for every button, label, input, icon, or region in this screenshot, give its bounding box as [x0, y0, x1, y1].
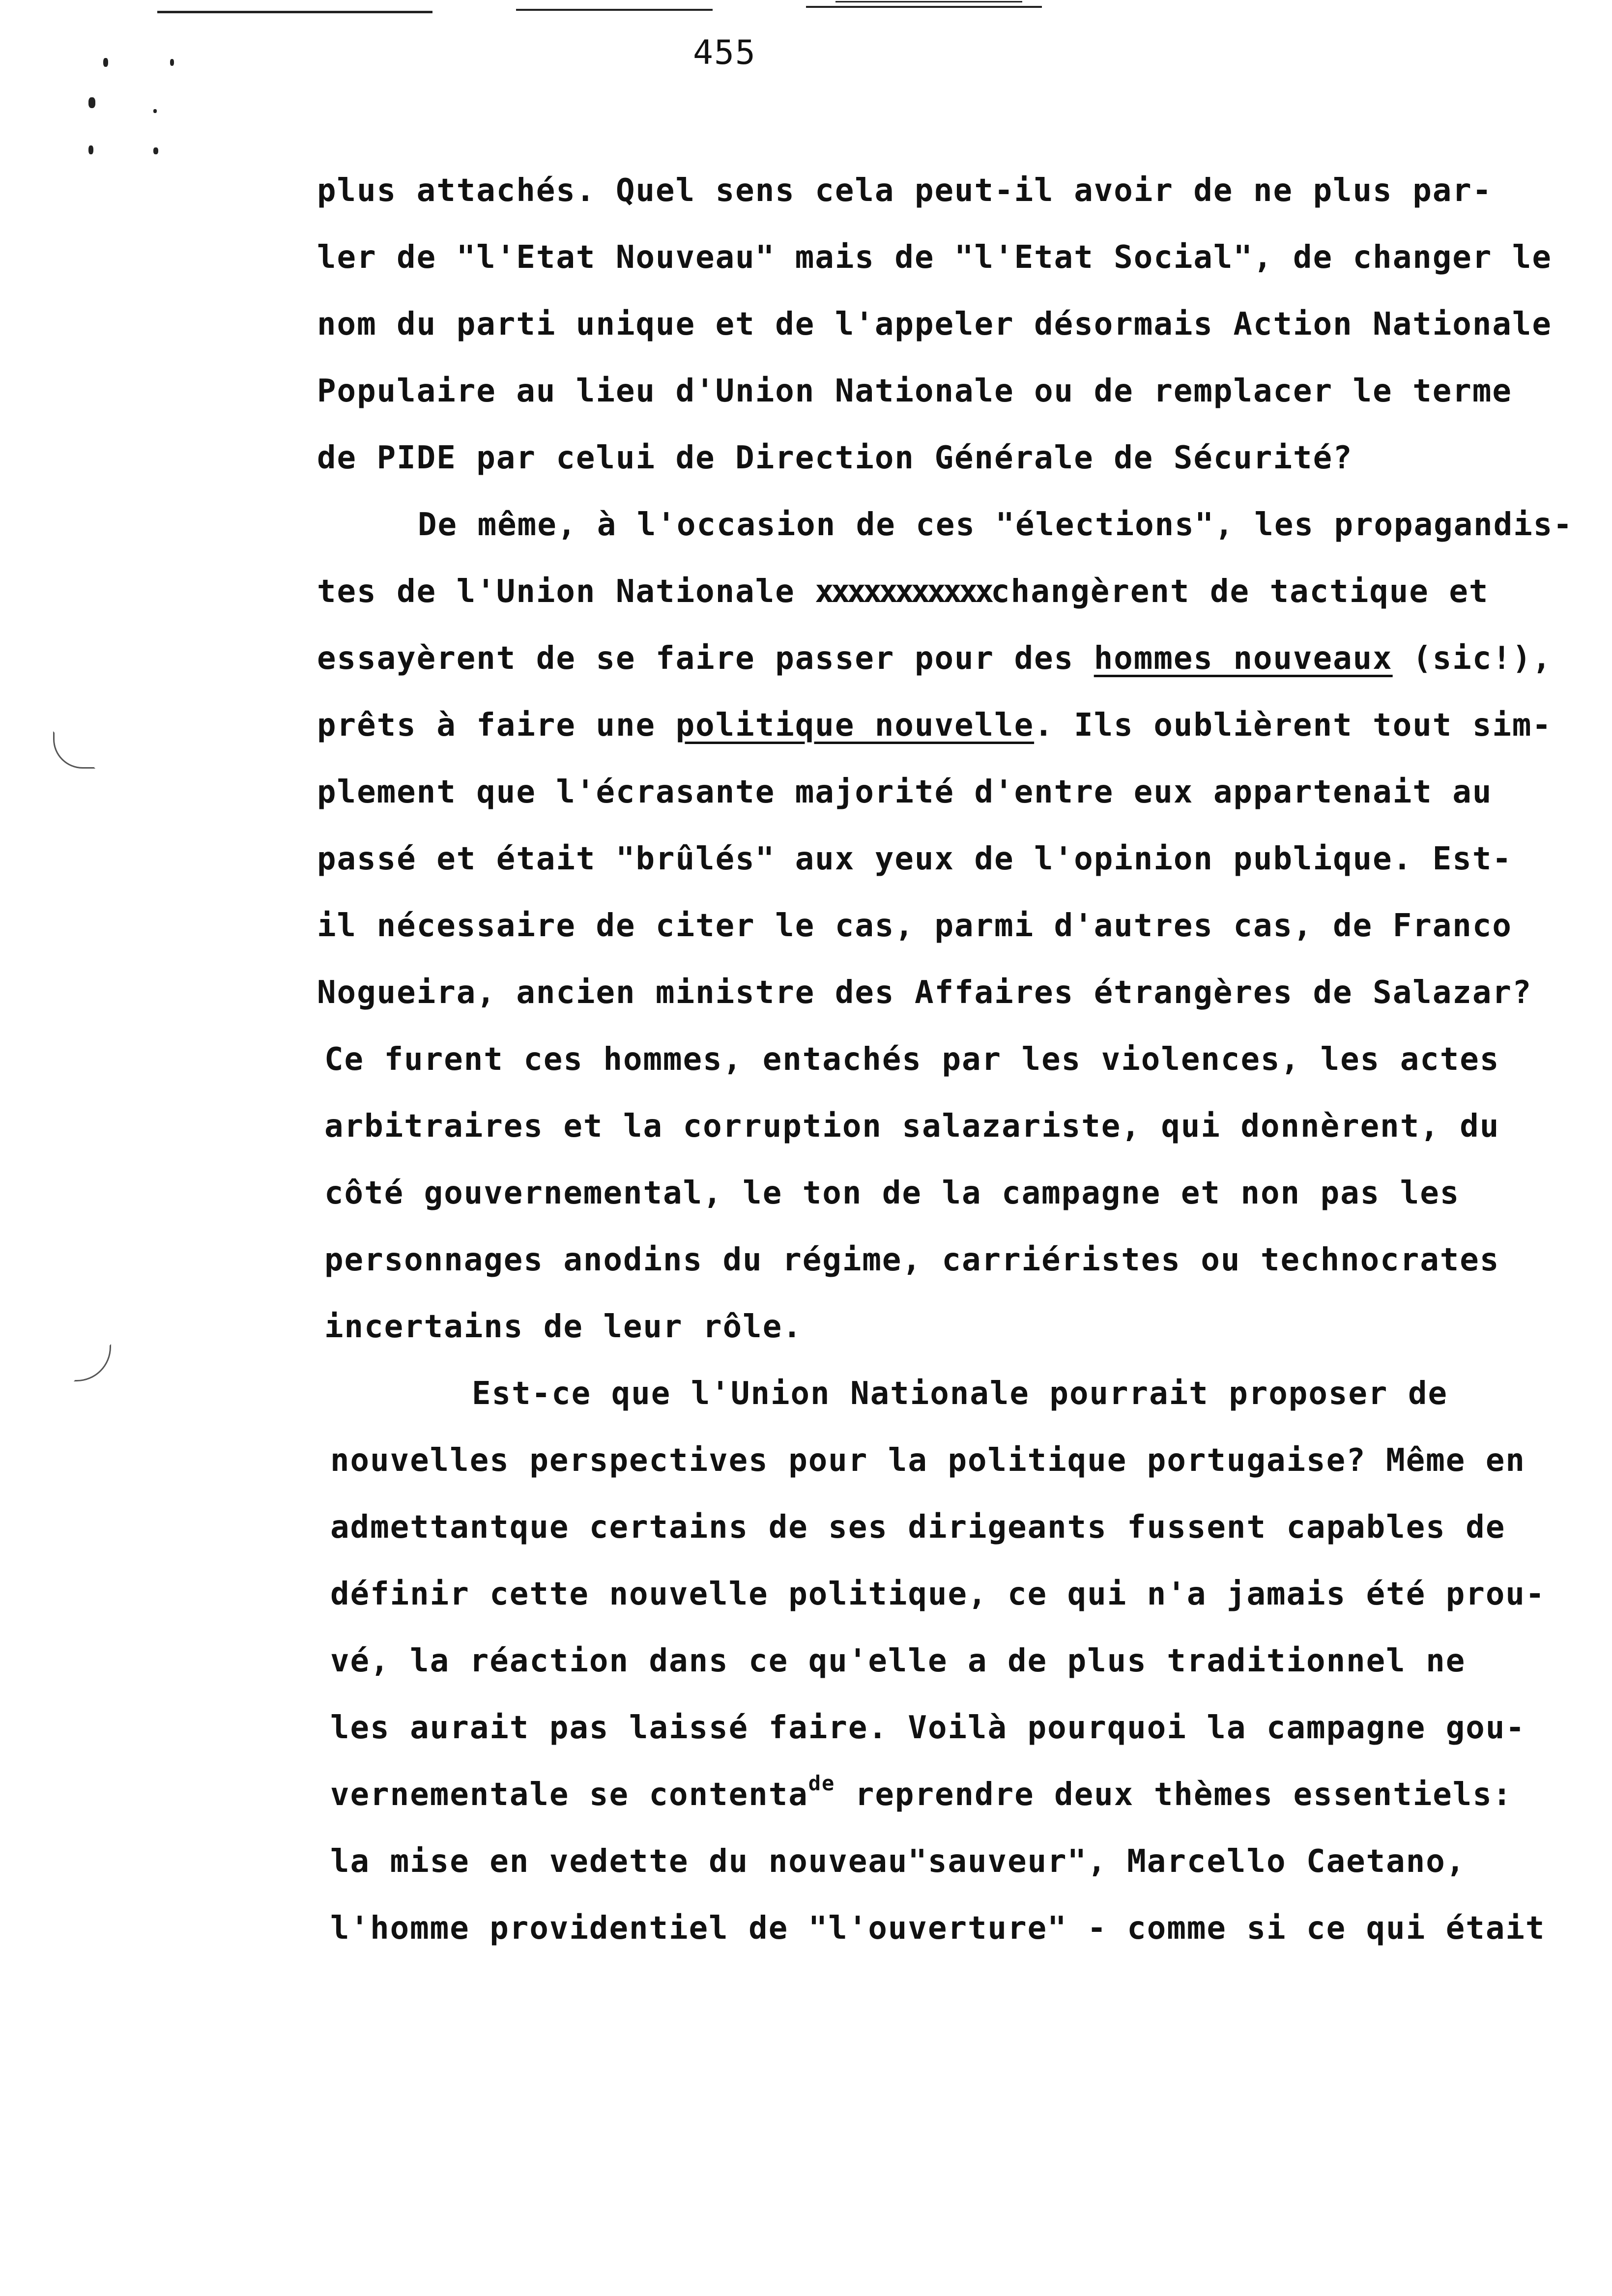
text-line: Ce furent ces hommes, entachés par les violences, les actes: [324, 1041, 1500, 1078]
text-line: De même, à l'occasion de ces "élections", les propagandis-: [418, 507, 1573, 543]
margin-pencil-mark: [74, 1344, 111, 1381]
underlined-text: politique nouvelle: [675, 707, 1035, 744]
text-segment: tes de l'Union Nationale: [317, 574, 815, 610]
text-segment: prêts à faire une: [317, 707, 676, 744]
text-line-with-strikeout: [317, 574, 1489, 610]
text-segment: . Ils oublièrent tout sim-: [1034, 707, 1552, 744]
scan-edge-line: [835, 1, 1022, 2]
scan-speck: [88, 97, 95, 108]
text-line: ler de "l'Etat Nouveau" mais de "l'Etat Social", de changer le: [317, 239, 1552, 276]
text-segment: changèrent de tactique et: [991, 574, 1489, 610]
scan-speck: [170, 59, 174, 66]
text-segment: essayèrent de se faire passer pour des: [317, 640, 1094, 677]
scan-speck: [103, 58, 108, 67]
text-segment: vernementale se contenta: [330, 1777, 808, 1813]
text-line: définir cette nouvelle politique, ce qui n'a jamais été prou-: [330, 1576, 1546, 1612]
scan-edge-line: [806, 6, 1042, 8]
struck-out-text: xxxxxxxxxxx: [815, 574, 991, 610]
underlined-text: hommes nouveaux: [1094, 640, 1393, 677]
text-line: Nogueira, ancien ministre des Affaires étrangères de Salazar?: [317, 975, 1532, 1011]
text-line: admettantque certains de ses dirigeants fussent capables de: [330, 1509, 1506, 1546]
margin-pencil-mark: [53, 731, 95, 769]
text-line: il nécessaire de citer le cas, parmi d'autres cas, de Franco: [317, 908, 1512, 944]
text-line: incertains de leur rôle.: [324, 1309, 803, 1345]
text-line: plus attachés. Quel sens cela peut-il avoir de ne plus par-: [317, 172, 1493, 209]
text-segment: (sic!),: [1392, 640, 1552, 677]
text-line: Est-ce que l'Union Nationale pourrait proposer de: [472, 1376, 1448, 1412]
text-line-with-insertion: [330, 1771, 1513, 1813]
text-line: Populaire au lieu d'Union Nationale ou de remplacer le terme: [317, 373, 1512, 409]
text-line: de PIDE par celui de Direction Générale de Sécurité?: [317, 440, 1353, 476]
text-line: les aurait pas laissé faire. Voilà pourquoi la campagne gou-: [330, 1710, 1526, 1746]
text-line: passé et était "brûlés" aux yeux de l'opinion publique. Est-: [317, 841, 1512, 877]
page-number: 455: [693, 33, 756, 72]
text-line-with-underline: [317, 640, 1552, 677]
text-line: vé, la réaction dans ce qu'elle a de plus traditionnel ne: [330, 1643, 1466, 1679]
text-line: arbitraires et la corruption salazariste, qui donnèrent, du: [324, 1108, 1500, 1145]
text-line: nom du parti unique et de l'appeler désormais Action Nationale: [317, 306, 1552, 343]
text-line: côté gouvernemental, le ton de la campagne et non pas les: [324, 1175, 1460, 1211]
scan-edge-line: [516, 9, 713, 11]
scan-speck: [88, 145, 93, 154]
scan-speck: [153, 109, 157, 113]
text-line: la mise en vedette du nouveau"sauveur", Marcello Caetano,: [330, 1843, 1466, 1880]
scan-speck: [153, 147, 158, 154]
text-line: personnages anodins du régime, carriéristes ou technocrates: [324, 1242, 1500, 1278]
text-line-with-underline: [317, 707, 1552, 744]
text-line: l'homme providentiel de "l'ouverture" - comme si ce qui était: [330, 1910, 1546, 1947]
handwritten-insertion: de: [808, 1771, 835, 1795]
text-line: plement que l'écrasante majorité d'entre eux appartenait au: [317, 774, 1493, 810]
text-segment: reprendre deux thèmes essentiels:: [835, 1777, 1513, 1813]
scan-edge-line: [157, 11, 432, 13]
text-line: nouvelles perspectives pour la politique portugaise? Même en: [330, 1442, 1526, 1479]
